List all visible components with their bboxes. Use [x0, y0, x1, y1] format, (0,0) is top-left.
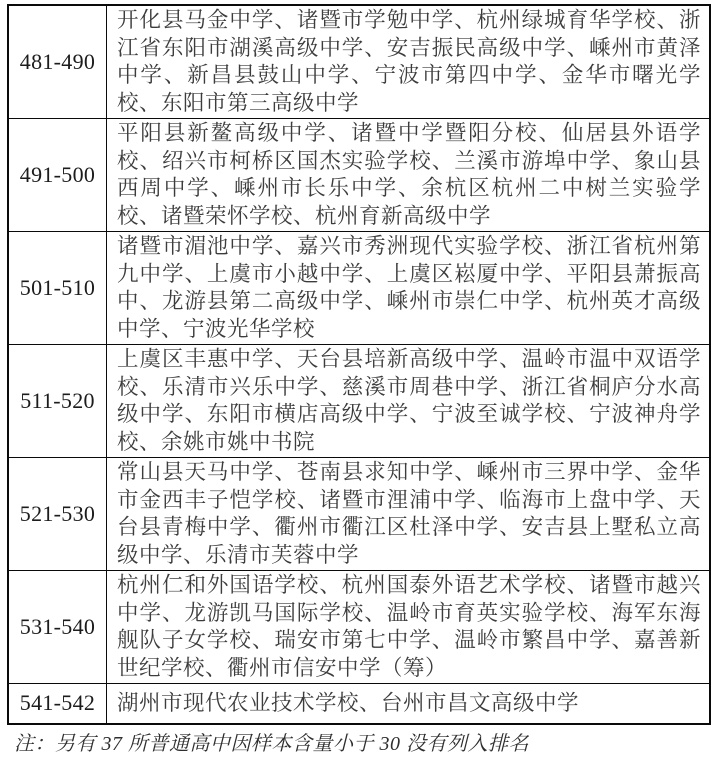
- table-row: [8, 571, 710, 684]
- schools-list-cell: 平阳县新鳌高级中学、诸暨中学暨阳分校、仙居县外语学校、绍兴市柯桥区国杰实验学校、兰溪市游埠中学、象山县西周中学、嵊州市长乐中学、余杭区杭州二中树兰实验学校、诸暨荣怀学校、杭州育新高级中学: [107, 119, 711, 232]
- schools-list-cell: 常山县天马中学、苍南县求知中学、嵊州市三界中学、金华市金西丰子恺学校、诸暨市浬浦中学、临海市上盘中学、天台县青梅中学、衢州市衢江区杜泽中学、安吉县上墅私立高级中学、乐清市芙蓉中学: [107, 458, 711, 571]
- table-row: [8, 458, 710, 571]
- table-row: [8, 119, 710, 232]
- rank-range-cell: 491-500: [8, 119, 107, 232]
- table-row: [8, 232, 710, 345]
- schools-list-cell: 上虞区丰惠中学、天台县培新高级中学、温岭市温中双语学校、乐清市兴乐中学、慈溪市周巷中学、浙江省桐庐分水高级中学、东阳市横店高级中学、宁波至诚学校、宁波神舟学校、余姚市姚中书院: [107, 345, 711, 458]
- rank-range-cell: 501-510: [8, 232, 107, 345]
- rank-range-cell: 521-530: [8, 458, 107, 571]
- schools-list-cell: 湖州市现代农业技术学校、台州市昌文高级中学: [107, 684, 711, 724]
- rank-range-cell: 511-520: [8, 345, 107, 458]
- rank-range-cell: 541-542: [8, 684, 107, 724]
- footnote: 注：另有 37 所普通高中因样本含量小于 30 没有列入排名: [14, 733, 529, 755]
- schools-list-cell: 杭州仁和外国语学校、杭州国泰外语艺术学校、诸暨市越兴中学、龙游凯马国际学校、温岭市育英实验学校、海军东海舰队子女学校、瑞安市第七中学、温岭市繁昌中学、嘉善新世纪学校、衢州市信安中学（筹）: [107, 571, 711, 684]
- table-row: [8, 684, 710, 724]
- school-ranking-table: [7, 4, 711, 725]
- table-row: [8, 5, 710, 119]
- schools-list-cell: 诸暨市湄池中学、嘉兴市秀洲现代实验学校、浙江省杭州第九中学、上虞市小越中学、上虞区崧厦中学、平阳县萧振高中、龙游县第二高级中学、嵊州市崇仁中学、杭州英才高级中学、宁波光华学校: [107, 232, 711, 345]
- rank-range-cell: 531-540: [8, 571, 107, 684]
- schools-list-cell: 开化县马金中学、诸暨市学勉中学、杭州绿城育华学校、浙江省东阳市湖溪高级中学、安吉振民高级中学、嵊州市黄泽中学、新昌县鼓山中学、宁波市第四中学、金华市曙光学校、东阳市第三高级中学: [107, 5, 711, 119]
- table-row: [8, 345, 710, 458]
- rank-range-cell: 481-490: [8, 5, 107, 119]
